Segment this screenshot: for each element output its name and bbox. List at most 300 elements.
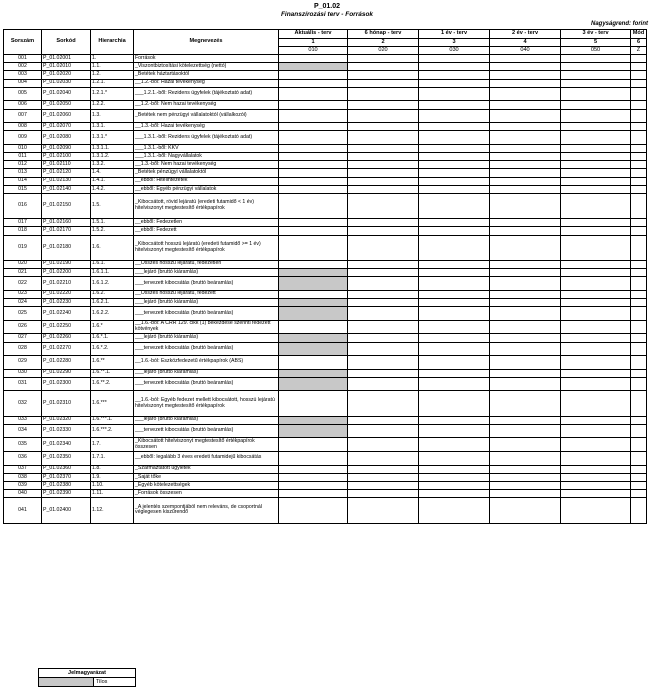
mod-cell[interactable]: [631, 369, 647, 377]
data-cell[interactable]: [279, 177, 348, 185]
mod-cell[interactable]: [631, 161, 647, 169]
mod-cell[interactable]: [631, 169, 647, 177]
data-cell[interactable]: [561, 482, 631, 490]
data-cell[interactable]: [561, 416, 631, 424]
row-number: 023: [4, 290, 42, 298]
data-cell[interactable]: [279, 482, 348, 490]
data-cell[interactable]: [490, 101, 561, 109]
mod-cell[interactable]: [631, 109, 647, 123]
data-cell[interactable]: [348, 424, 419, 438]
data-cell[interactable]: [419, 438, 490, 452]
data-cell[interactable]: [348, 342, 419, 356]
data-cell[interactable]: [561, 185, 631, 193]
mod-cell[interactable]: [631, 342, 647, 356]
data-cell[interactable]: [348, 153, 419, 161]
mod-cell[interactable]: [631, 55, 647, 63]
data-cell[interactable]: [419, 71, 490, 79]
data-cell[interactable]: [279, 87, 348, 101]
col-period-1: Aktuális - terv: [279, 30, 348, 39]
row-hierarchy: 1.3.1.2.: [91, 153, 134, 161]
data-cell[interactable]: [561, 123, 631, 131]
data-cell[interactable]: [561, 438, 631, 452]
unit-label: Nagyságrend: forint: [590, 21, 648, 27]
data-cell[interactable]: [279, 498, 348, 523]
data-cell[interactable]: [419, 342, 490, 356]
data-cell[interactable]: [419, 219, 490, 227]
data-cell[interactable]: [419, 356, 490, 370]
data-cell[interactable]: [419, 473, 490, 481]
row-hierarchy: 1.6.***.1.: [91, 416, 134, 424]
row-hierarchy: 1.11.: [91, 490, 134, 498]
data-cell[interactable]: [348, 307, 419, 321]
data-cell[interactable]: [348, 465, 419, 473]
data-cell[interactable]: [279, 131, 348, 145]
data-cell[interactable]: [419, 177, 490, 185]
table-row: [4, 438, 647, 452]
data-cell[interactable]: [279, 153, 348, 161]
row-hierarchy: 1.6.*: [91, 320, 134, 334]
data-cell[interactable]: [561, 307, 631, 321]
mod-cell[interactable]: [631, 227, 647, 235]
mod-cell[interactable]: [631, 298, 647, 306]
row-name: __1.2.-ből: Hazai tevékenység: [134, 79, 279, 87]
data-cell[interactable]: [561, 498, 631, 523]
row-name: __1.3.-ből: Hazai tevékenység: [134, 123, 279, 131]
row-hierarchy: 1.9.: [91, 473, 134, 481]
data-cell[interactable]: [348, 177, 419, 185]
data-cell[interactable]: [279, 227, 348, 235]
row-code: P_01.02310: [42, 391, 91, 416]
mod-cell[interactable]: [631, 377, 647, 391]
mod-cell[interactable]: [631, 356, 647, 370]
mod-cell[interactable]: [631, 320, 647, 334]
col-megnevezes: Megnevezés: [134, 30, 279, 55]
data-cell[interactable]: [348, 438, 419, 452]
data-cell[interactable]: [561, 219, 631, 227]
data-cell[interactable]: [490, 334, 561, 342]
col-code: 040: [490, 47, 561, 55]
data-cell[interactable]: [348, 290, 419, 298]
row-hierarchy: 1.2.1.*: [91, 87, 134, 101]
data-cell[interactable]: [348, 298, 419, 306]
data-cell[interactable]: [561, 71, 631, 79]
data-cell[interactable]: [348, 377, 419, 391]
data-cell[interactable]: [419, 307, 490, 321]
data-cell[interactable]: [419, 101, 490, 109]
data-cell[interactable]: [490, 79, 561, 87]
mod-cell[interactable]: [631, 416, 647, 424]
row-name: _Kibocsátott, rövid lejáratú (eredeti futamidő < 1 év) hitelviszonyt megtestesítő értékpapírok: [134, 194, 279, 219]
data-cell[interactable]: [490, 307, 561, 321]
data-cell[interactable]: [490, 416, 561, 424]
data-cell[interactable]: [561, 169, 631, 177]
data-cell[interactable]: [419, 63, 490, 71]
col-code: Z: [631, 47, 647, 55]
col-mod: Mód: [631, 30, 647, 39]
data-cell[interactable]: [490, 87, 561, 101]
table-row: [4, 185, 647, 193]
data-cell[interactable]: [419, 185, 490, 193]
data-cell[interactable]: [348, 268, 419, 276]
mod-cell[interactable]: [631, 153, 647, 161]
row-name: _Betétek pénzügyi vállalatoktól: [134, 169, 279, 177]
data-cell[interactable]: [490, 131, 561, 145]
data-cell[interactable]: [490, 277, 561, 291]
data-cell[interactable]: [279, 391, 348, 416]
data-cell[interactable]: [279, 123, 348, 131]
row-code: P_01.02340: [42, 438, 91, 452]
row-number: 025: [4, 307, 42, 321]
data-cell[interactable]: [279, 194, 348, 219]
data-cell[interactable]: [490, 438, 561, 452]
mod-cell[interactable]: [631, 194, 647, 219]
data-cell[interactable]: [348, 109, 419, 123]
data-cell[interactable]: [348, 169, 419, 177]
data-cell[interactable]: [490, 144, 561, 152]
data-cell[interactable]: [279, 260, 348, 268]
data-cell[interactable]: [279, 55, 348, 63]
row-number: 018: [4, 227, 42, 235]
data-cell[interactable]: [561, 473, 631, 481]
data-cell[interactable]: [419, 227, 490, 235]
row-number: 010: [4, 144, 42, 152]
data-cell[interactable]: [490, 194, 561, 219]
row-number: 015: [4, 185, 42, 193]
mod-cell[interactable]: [631, 424, 647, 438]
data-cell[interactable]: [348, 260, 419, 268]
data-cell[interactable]: [561, 260, 631, 268]
mod-cell[interactable]: [631, 498, 647, 523]
data-cell[interactable]: [490, 452, 561, 466]
data-cell[interactable]: [279, 356, 348, 370]
data-cell[interactable]: [419, 320, 490, 334]
row-hierarchy: 1.2.: [91, 71, 134, 79]
data-cell[interactable]: [561, 290, 631, 298]
mod-cell[interactable]: [631, 490, 647, 498]
data-cell[interactable]: [490, 260, 561, 268]
row-number: 016: [4, 194, 42, 219]
data-cell[interactable]: [490, 473, 561, 481]
data-cell[interactable]: [348, 416, 419, 424]
row-code: P_01.02220: [42, 290, 91, 298]
data-cell[interactable]: [561, 79, 631, 87]
data-cell[interactable]: [561, 369, 631, 377]
data-cell[interactable]: [279, 465, 348, 473]
data-cell[interactable]: [279, 473, 348, 481]
data-cell[interactable]: [561, 177, 631, 185]
row-code: P_01.02090: [42, 144, 91, 152]
data-cell[interactable]: [561, 277, 631, 291]
data-cell[interactable]: [490, 298, 561, 306]
data-cell[interactable]: [561, 334, 631, 342]
data-cell[interactable]: [419, 490, 490, 498]
data-cell[interactable]: [490, 320, 561, 334]
data-cell[interactable]: [561, 227, 631, 235]
legend: [38, 668, 136, 687]
data-cell[interactable]: [348, 320, 419, 334]
row-hierarchy: 1.6.***.2.: [91, 424, 134, 438]
data-cell[interactable]: [348, 144, 419, 152]
data-cell[interactable]: [348, 123, 419, 131]
mod-cell[interactable]: [631, 482, 647, 490]
row-name: ___lejáró (bruttó kiáramlás): [134, 268, 279, 276]
data-cell[interactable]: [419, 377, 490, 391]
data-cell[interactable]: [490, 424, 561, 438]
data-cell[interactable]: [348, 452, 419, 466]
data-cell[interactable]: [279, 71, 348, 79]
data-cell[interactable]: [419, 465, 490, 473]
data-cell[interactable]: [490, 342, 561, 356]
mod-cell[interactable]: [631, 391, 647, 416]
row-code: P_01.02060: [42, 109, 91, 123]
row-hierarchy: 1.6.2.: [91, 290, 134, 298]
data-cell[interactable]: [490, 161, 561, 169]
data-cell[interactable]: [279, 219, 348, 227]
row-hierarchy: 1.1.: [91, 63, 134, 71]
data-cell[interactable]: [490, 482, 561, 490]
data-cell[interactable]: [419, 153, 490, 161]
mod-cell[interactable]: [631, 307, 647, 321]
data-cell[interactable]: [561, 424, 631, 438]
data-cell[interactable]: [561, 298, 631, 306]
data-cell[interactable]: [561, 490, 631, 498]
row-number: 002: [4, 63, 42, 71]
data-cell[interactable]: [348, 334, 419, 342]
mod-cell[interactable]: [631, 277, 647, 291]
data-cell[interactable]: [279, 490, 348, 498]
data-cell[interactable]: [490, 109, 561, 123]
data-cell[interactable]: [279, 79, 348, 87]
data-cell[interactable]: [279, 452, 348, 466]
table-row: [4, 219, 647, 227]
mod-cell[interactable]: [631, 131, 647, 145]
data-cell[interactable]: [419, 235, 490, 260]
data-cell[interactable]: [348, 161, 419, 169]
row-hierarchy: 1.4.1.: [91, 177, 134, 185]
data-cell[interactable]: [419, 55, 490, 63]
row-hierarchy: 1.6.*.2.: [91, 342, 134, 356]
data-cell[interactable]: [561, 235, 631, 260]
data-cell[interactable]: [348, 277, 419, 291]
data-cell[interactable]: [561, 87, 631, 101]
data-cell[interactable]: [348, 185, 419, 193]
data-cell[interactable]: [490, 490, 561, 498]
data-cell[interactable]: [419, 482, 490, 490]
data-cell[interactable]: [561, 144, 631, 152]
mod-cell[interactable]: [631, 87, 647, 101]
data-cell[interactable]: [348, 482, 419, 490]
data-cell[interactable]: [419, 268, 490, 276]
data-cell[interactable]: [419, 144, 490, 152]
table-row: [4, 55, 647, 63]
data-cell[interactable]: [490, 177, 561, 185]
mod-cell[interactable]: [631, 123, 647, 131]
data-cell[interactable]: [279, 438, 348, 452]
data-cell[interactable]: [490, 63, 561, 71]
data-cell[interactable]: [279, 169, 348, 177]
data-cell[interactable]: [419, 498, 490, 523]
data-cell[interactable]: [561, 391, 631, 416]
data-cell[interactable]: [348, 490, 419, 498]
row-hierarchy: 1.7.: [91, 438, 134, 452]
data-cell[interactable]: [348, 87, 419, 101]
data-cell[interactable]: [279, 161, 348, 169]
row-number: 027: [4, 334, 42, 342]
data-cell[interactable]: [419, 424, 490, 438]
data-cell[interactable]: [561, 452, 631, 466]
data-cell[interactable]: [279, 185, 348, 193]
data-cell[interactable]: [561, 342, 631, 356]
data-cell[interactable]: [348, 71, 419, 79]
data-cell[interactable]: [348, 131, 419, 145]
data-cell[interactable]: [490, 369, 561, 377]
mod-cell[interactable]: [631, 268, 647, 276]
data-cell[interactable]: [419, 109, 490, 123]
data-cell[interactable]: [490, 465, 561, 473]
data-cell[interactable]: [279, 109, 348, 123]
row-hierarchy: 1.10.: [91, 482, 134, 490]
table-row: [4, 63, 647, 71]
data-cell[interactable]: [419, 369, 490, 377]
data-cell[interactable]: [279, 101, 348, 109]
data-cell[interactable]: [490, 219, 561, 227]
mod-cell[interactable]: [631, 185, 647, 193]
table-row: [4, 482, 647, 490]
row-hierarchy: 1.6.***: [91, 391, 134, 416]
mod-cell[interactable]: [631, 177, 647, 185]
data-cell[interactable]: [419, 169, 490, 177]
mod-cell[interactable]: [631, 235, 647, 260]
data-cell[interactable]: [419, 161, 490, 169]
data-cell[interactable]: [419, 123, 490, 131]
data-cell[interactable]: [348, 55, 419, 63]
data-cell[interactable]: [490, 356, 561, 370]
table-row: [4, 490, 647, 498]
row-name: __Összes hosszú lejáratú, fedezetlen: [134, 260, 279, 268]
data-cell[interactable]: [490, 227, 561, 235]
mod-cell[interactable]: [631, 473, 647, 481]
data-cell[interactable]: [490, 123, 561, 131]
data-cell[interactable]: [419, 277, 490, 291]
data-cell[interactable]: [348, 235, 419, 260]
row-name: ___1.3.1.-ből: Rezidens ügyfelek (tájékoztató adat): [134, 131, 279, 145]
data-cell[interactable]: [348, 369, 419, 377]
table-row: [4, 101, 647, 109]
row-name: __Összes hosszú lejáratú, fedezett: [134, 290, 279, 298]
data-cell[interactable]: [561, 356, 631, 370]
data-cell[interactable]: [561, 153, 631, 161]
data-cell[interactable]: [419, 131, 490, 145]
data-cell[interactable]: [419, 334, 490, 342]
data-cell[interactable]: [419, 260, 490, 268]
data-cell[interactable]: [490, 290, 561, 298]
data-cell[interactable]: [348, 101, 419, 109]
mod-cell[interactable]: [631, 334, 647, 342]
data-cell[interactable]: [279, 320, 348, 334]
mod-cell[interactable]: [631, 438, 647, 452]
data-cell[interactable]: [490, 377, 561, 391]
mod-cell[interactable]: [631, 71, 647, 79]
data-cell[interactable]: [419, 87, 490, 101]
data-cell[interactable]: [561, 194, 631, 219]
data-cell[interactable]: [561, 55, 631, 63]
data-cell[interactable]: [490, 391, 561, 416]
data-cell[interactable]: [561, 101, 631, 109]
data-cell[interactable]: [490, 169, 561, 177]
data-cell[interactable]: [561, 131, 631, 145]
data-cell[interactable]: [419, 452, 490, 466]
row-name: ___lejáró (bruttó kiáramlás): [134, 416, 279, 424]
data-cell[interactable]: [419, 290, 490, 298]
row-code: P_01.02050: [42, 101, 91, 109]
data-cell[interactable]: [561, 465, 631, 473]
table-row: [4, 452, 647, 466]
row-hierarchy: 1.3.1.1.: [91, 144, 134, 152]
data-cell[interactable]: [490, 55, 561, 63]
data-cell[interactable]: [419, 79, 490, 87]
col-sorszam: Sorszám: [4, 30, 42, 55]
data-cell[interactable]: [348, 79, 419, 87]
data-cell[interactable]: [348, 194, 419, 219]
row-name: ___lejáró (bruttó kiáramlás): [134, 369, 279, 377]
data-cell[interactable]: [279, 290, 348, 298]
mod-cell[interactable]: [631, 63, 647, 71]
data-cell[interactable]: [490, 185, 561, 193]
mod-cell[interactable]: [631, 452, 647, 466]
data-cell[interactable]: [490, 153, 561, 161]
data-cell[interactable]: [348, 473, 419, 481]
data-cell[interactable]: [490, 498, 561, 523]
data-cell[interactable]: [348, 356, 419, 370]
data-cell[interactable]: [348, 391, 419, 416]
mod-cell[interactable]: [631, 219, 647, 227]
row-hierarchy: 1.3.: [91, 109, 134, 123]
data-cell[interactable]: [279, 235, 348, 260]
row-hierarchy: 1.3.2.: [91, 161, 134, 169]
data-cell[interactable]: [279, 144, 348, 152]
data-cell[interactable]: [561, 109, 631, 123]
mod-cell[interactable]: [631, 290, 647, 298]
data-cell[interactable]: [561, 63, 631, 71]
data-cell[interactable]: [348, 219, 419, 227]
data-cell[interactable]: [348, 227, 419, 235]
data-cell[interactable]: [561, 268, 631, 276]
data-cell[interactable]: [419, 416, 490, 424]
data-cell[interactable]: [419, 391, 490, 416]
data-cell[interactable]: [348, 63, 419, 71]
data-cell[interactable]: [348, 498, 419, 523]
mod-cell[interactable]: [631, 79, 647, 87]
row-number: 024: [4, 298, 42, 306]
row-number: 004: [4, 79, 42, 87]
data-cell[interactable]: [561, 161, 631, 169]
row-name: __ebből: Fedezett: [134, 227, 279, 235]
mod-cell[interactable]: [631, 465, 647, 473]
data-cell[interactable]: [419, 298, 490, 306]
data-cell[interactable]: [561, 377, 631, 391]
mod-cell[interactable]: [631, 144, 647, 152]
mod-cell[interactable]: [631, 101, 647, 109]
report-title: Finanszírozási terv - Források: [280, 11, 374, 18]
row-number: 021: [4, 268, 42, 276]
data-cell[interactable]: [419, 194, 490, 219]
data-cell[interactable]: [561, 320, 631, 334]
data-cell[interactable]: [490, 235, 561, 260]
mod-cell[interactable]: [631, 260, 647, 268]
row-code: P_01.02230: [42, 298, 91, 306]
data-cell[interactable]: [490, 71, 561, 79]
data-cell[interactable]: [490, 268, 561, 276]
